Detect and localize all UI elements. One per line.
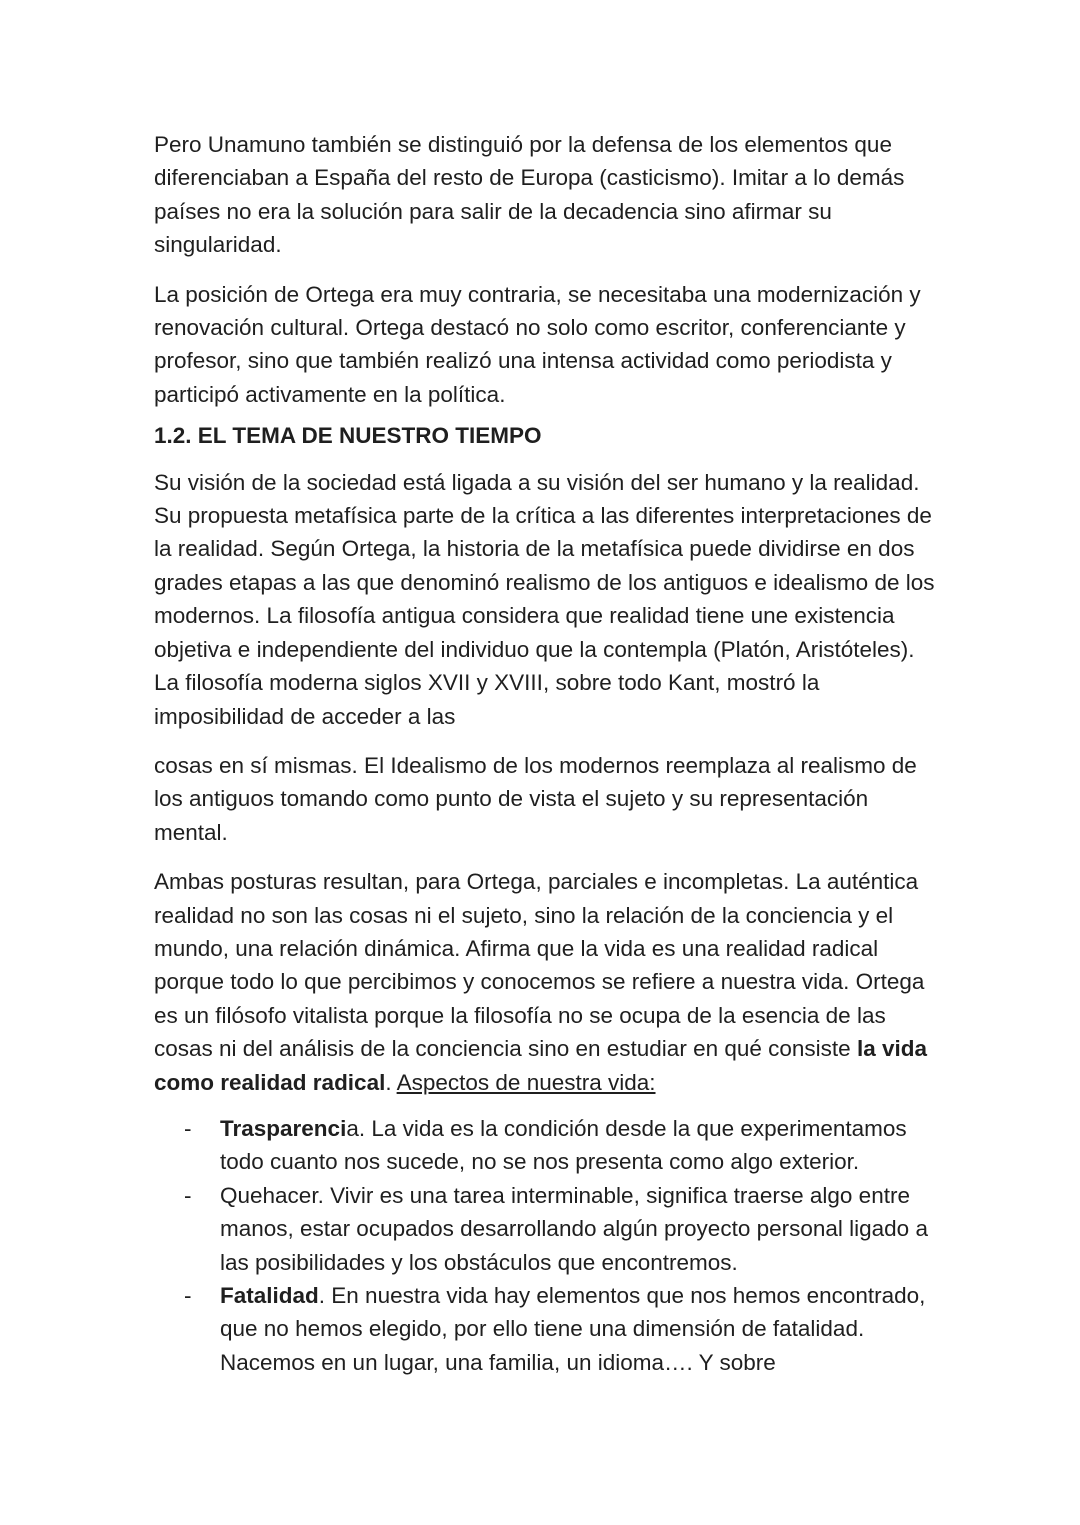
- list-item-term: Trasparenci: [220, 1115, 347, 1141]
- document-page: [154, 128, 944, 1379]
- list-item: [154, 1279, 944, 1379]
- list-item: [154, 1179, 944, 1279]
- list-item-text: Quehacer. Vivir es una tarea interminable, significa traerse algo entre manos, estar ocupados desarrollando algún proyecto personal ligado a las posibilidades y los obstáculos que encontremos.: [220, 1182, 928, 1275]
- paragraph-radical-reality: [154, 865, 944, 1099]
- list-bullet: -: [184, 1283, 192, 1308]
- paragraph-text: Ambas posturas resultan, para Ortega, parciales e incompletas. La auténtica realidad no son las cosas ni el sujeto, sino la relación de la conciencia y el mundo, una relación dinámica. Afirma que la vida es una realidad radical porque todo lo que percibimos y conocemos se refiere a nuestra vida. Ortega es un filósofo vitalista porque la filosofía no se ocupa de la esencia de las cosas ni del análisis de la conciencia sino en estudiar en qué consiste: [154, 869, 925, 1062]
- section-heading: 1.2. EL TEMA DE NUESTRO TIEMPO: [154, 423, 542, 449]
- bold-phrase: la vida como realidad radical: [154, 1036, 927, 1095]
- paragraph-ortega-position: La posición de Ortega era muy contraria, se necesitaba una modernización y renovación cultural. Ortega destacó no solo como escritor, conferenciante y profesor, sino que también realizó una intensa actividad como periodista y participó activamente en la política.: [154, 281, 921, 407]
- list-item-term: Fatalidad: [220, 1283, 319, 1308]
- paragraph-idealism: cosas en sí mismas. El Idealismo de los modernos reemplaza al realismo de los antiguos tomando como punto de vista el sujeto y su representación mental.: [154, 752, 917, 845]
- list-item: [154, 1112, 944, 1179]
- paragraph-metaphysics: Su visión de la sociedad está ligada a su visión del ser humano y la realidad. Su propuesta metafísica parte de la crítica a las diferentes interpretaciones de la realidad. Según Ortega, la historia de la metafísica puede dividirse en dos grades etapas a las que denominó realismo de los antiguos e idealismo de los modernos. La filosofía antigua considera que realidad tiene une existencia objetiva e independiente del individuo que la contempla (Platón, Aristóteles). La filosofía moderna siglos XVII y XVIII, sobre todo Kant, mostró la imposibilidad de acceder a las: [154, 469, 935, 729]
- list-bullet: -: [184, 1115, 192, 1141]
- list-item-text: a. La vida es la condición desde la que experimentamos todo cuanto nos sucede, no se nos presenta como algo exterior.: [220, 1115, 907, 1175]
- underlined-phrase: Aspectos de nuestra vida:: [396, 1069, 656, 1095]
- list-item-text: . En nuestra vida hay elementos que nos hemos encontrado, que no hemos elegido, por ello tiene una dimensión de fatalidad. Nacemos en un lugar, una familia, un idioma…. Y sobre: [220, 1283, 926, 1375]
- paragraph-punct: .: [385, 1069, 397, 1095]
- paragraph-unamuno: Pero Unamuno también se distinguió por la defensa de los elementos que diferenciaban a España del resto de Europa (casticismo). Imitar a lo demás países no era la solución para salir de la decadencia sino afirmar su singularidad.: [154, 132, 905, 258]
- aspects-list: [154, 1112, 944, 1379]
- list-bullet: -: [184, 1182, 192, 1208]
